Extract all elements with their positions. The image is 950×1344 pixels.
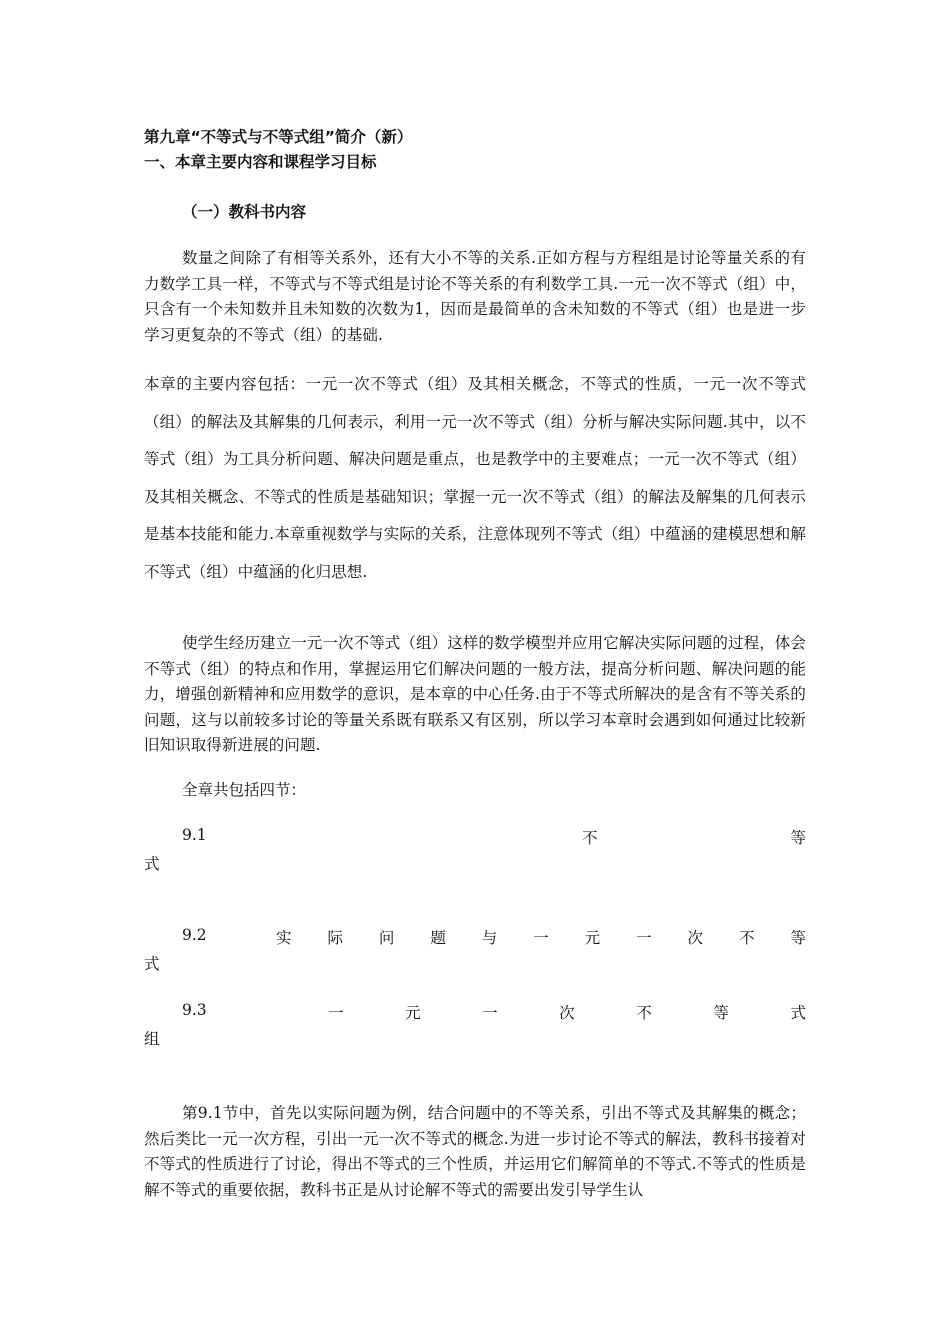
intro-paragraph: 数量之间除了有相等关系外，还有大小不等的关系.正如方程与方程组是讨论等量关系的有力数学工具一样，不等式与不等式组是讨论不等关系的有利数学工具.一元一次不等式（组）中，只含有一个未知数并且未知数的次数为1，因而是最简单的含未知数的不等式（组）也是进一步学习更复杂的不等式（组）的基础. [144,249,806,344]
section-title-char: 一 [533,929,549,947]
section-title-char: 次 [687,929,704,947]
section-number: 9.2 [182,926,207,944]
section-title-char: 一 [328,1004,344,1022]
section-item [144,826,806,873]
section-title-chars [582,826,806,848]
section-title-char: 一 [482,1004,498,1022]
chapter-title: 第九章“不等式与不等式组”简介（新） [144,128,413,146]
section-title-char: 不 [738,929,755,947]
section-title-chars [328,1001,806,1023]
section-title-char: 式 [790,1004,806,1022]
section-title-char: 元 [584,929,601,947]
section-title-char: 不 [582,829,598,847]
section-title-char: 不 [636,1004,652,1022]
section-title-char: 等 [790,829,806,847]
section-title-char: 一 [636,929,652,947]
section-title-char: 题 [430,929,446,947]
section-title-char: 等 [790,929,806,947]
section-item [144,926,806,973]
section-item [144,1001,806,1048]
section-title-char: 元 [405,1004,421,1022]
goal-paragraph: 使学生经历建立一元一次不等式（组）这样的数学模型并应用它解决实际问题的过程，体会不等式（组）的特点和作用，掌握运用它们解决问题的一般方法，提高分析问题、解决问题的能力，增强创新精神和应用数学的意识，是本章的中心任务.由于不等式所解决的是含有不等关系的问题，这与以前较多讨论的等量关系既有联系又有区别，所以学习本章时会遇到如何通过比较新旧知识取得新进展的问题. [144,634,807,754]
section-title: 一、本章主要内容和课程学习目标 [144,153,377,171]
subsection-title: （一）教科书内容 [182,203,307,221]
section-title-char: 问 [378,929,395,947]
section-number: 9.1 [182,826,207,844]
section-title-tail: 式 [144,855,160,873]
section-title-chars [276,926,806,948]
main-content-paragraph: 本章的主要内容包括：一元一次不等式（组）及其相关概念，不等式的性质，一元一次不等式（组）的解法及其解集的几何表示，利用一元一次不等式（组）分析与解决实际问题.其中，以不等式（组）为工具分析问题、解决问题是重点，也是教学中的主要难点；一元一次不等式（组）及其相关概念、不等式的性质是基础知识；掌握一元一次不等式（组）的解法及解集的几何表示是基本技能和能力.本章重视数学与实际的关系，注意体现列不等式（组）中蕴涵的建模思想和解不等式（组）中蕴涵的化归思想. [144,375,806,581]
sections-intro: 全章共包括四节： [182,781,307,799]
section-title-char: 与 [481,929,498,947]
section-title-char: 等 [713,1004,729,1022]
section-title-char: 实 [276,929,292,947]
section-number: 9.3 [182,1001,207,1019]
section-title-tail: 式 [144,955,160,973]
section-9-1-paragraph: 第9.1节中，首先以实际问题为例，结合问题中的不等关系，引出不等式及其解集的概念；然后类比一元一次方程，引出一元一次不等式的概念.为进一步讨论不等式的解法，教科书接着对不等式的性质进行了讨论，得出不等式的三个性质，并运用它们解简单的不等式.不等式的性质是解不等式的重要依据，教科书正是从讨论解不等式的需要出发引导学生认 [144,1104,806,1199]
section-title-char: 际 [327,929,343,947]
section-title-char: 次 [559,1004,575,1022]
section-title-tail: 组 [144,1030,160,1048]
